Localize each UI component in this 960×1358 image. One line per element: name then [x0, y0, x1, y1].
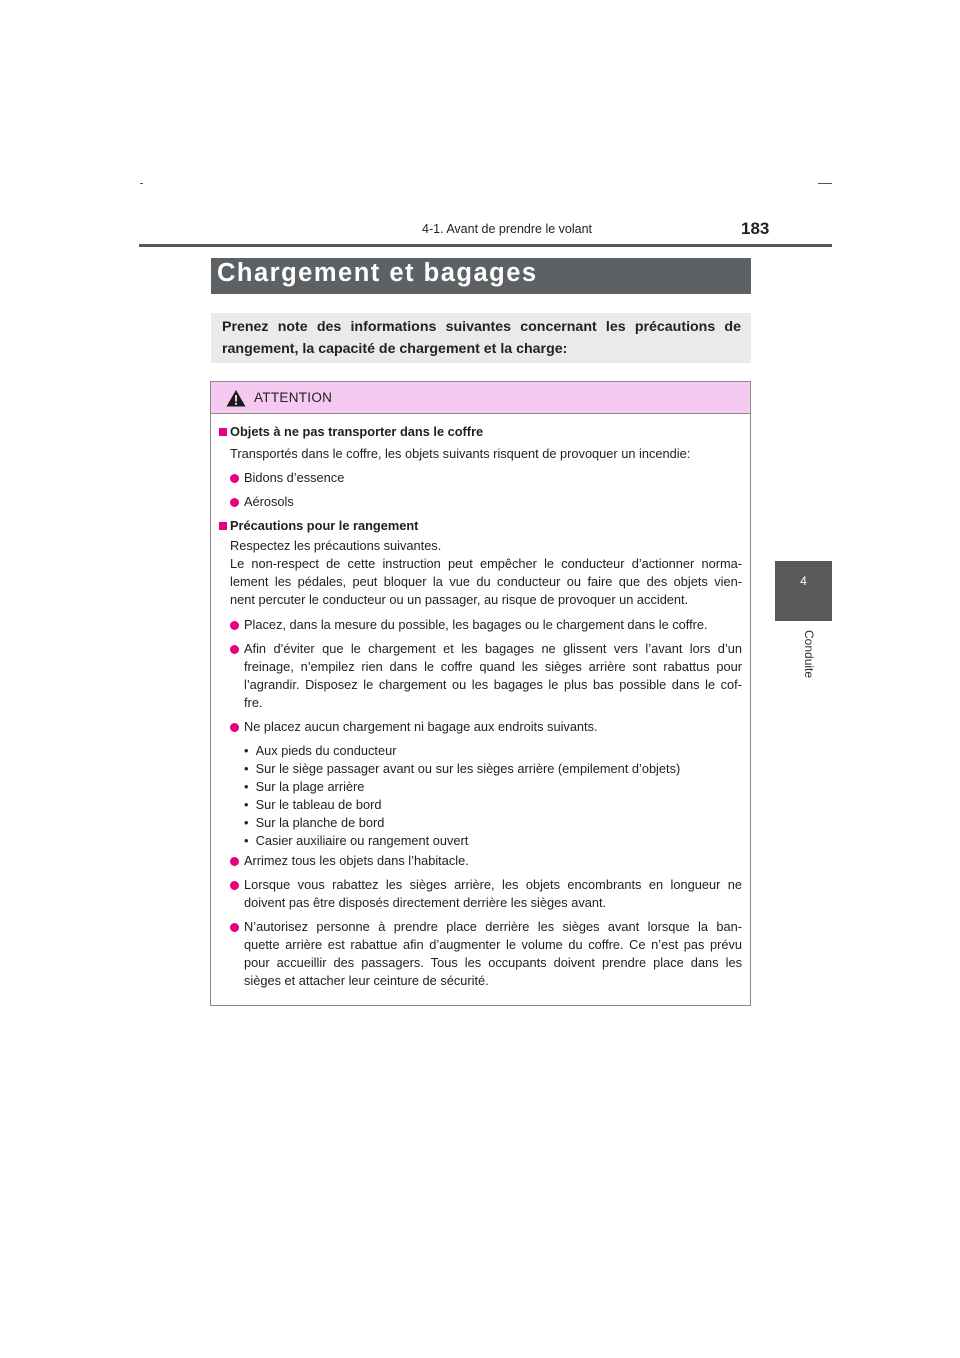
bullet-item: Ne placez aucun chargement ni bagage aux endroits suivants. — [244, 719, 598, 734]
bullet-item: l’agrandir. Disposez le chargement ou les bagages le plus bas possible dans le cof- — [244, 677, 742, 692]
section-heading: Précautions pour le rangement — [230, 518, 419, 533]
page-number: 183 — [741, 219, 770, 238]
sub-list-text: Aux pieds du conducteur — [255, 743, 397, 758]
section-text: nent percuter le conducteur ou un passager, au risque de provoquer un accident. — [230, 592, 689, 607]
bullet-dot-icon — [230, 498, 239, 507]
bullet-item: N’autorisez personne à prendre place derrière les sièges avant lorsque la ban- — [244, 919, 742, 934]
intro-box — [211, 313, 751, 363]
bullet-item: freinage, n’empilez rien dans le coffre quand les sièges arrière sont rabattus pour — [244, 659, 742, 674]
sub-list-item: • Sur la plage arrière — [244, 779, 365, 794]
bullet-dot-icon — [230, 645, 239, 654]
section-heading: Objets à ne pas transporter dans le coffre — [230, 424, 484, 439]
section-text: lement les pédales, peut bloquer la vue du conducteur ou faire que des objets vien- — [230, 574, 742, 589]
bullet-dot-icon — [230, 621, 239, 630]
page-title-bar — [211, 258, 751, 294]
intro-text: Prenez note des informations suivantes concernant les précautions de rangement, la capacité de chargement et la charge: — [222, 319, 741, 357]
sub-list-text: Casier auxiliaire ou rangement ouvert — [255, 833, 469, 848]
bullet-item: doivent pas être disposés directement derrière les sièges avant. — [244, 895, 607, 910]
sub-list-item: • Sur la planche de bord — [244, 815, 385, 830]
sub-list-item: • Casier auxiliaire ou rangement ouvert — [244, 833, 469, 848]
chapter-number: 4 — [800, 574, 807, 588]
sub-list-text: Sur la plage arrière — [255, 779, 365, 794]
bullet-dot-icon — [230, 857, 239, 866]
warning-header — [211, 382, 750, 414]
section-text: Transportés dans le coffre, les objets suivants risquent de provoquer un incendie: — [230, 446, 691, 461]
crop-mark-left — [140, 183, 143, 184]
section-text: Respectez les précautions suivantes. — [230, 538, 442, 553]
header-section-label: 4-1. Avant de prendre le volant — [422, 222, 593, 236]
bullet-item: quette arrière est rabattue afin d’augmenter le volume du coffre. Ce n’est pas prévu — [244, 937, 742, 952]
chapter-label: Conduite — [802, 630, 816, 679]
sub-list-text: Sur la planche de bord — [255, 815, 385, 830]
header-rule — [139, 244, 832, 247]
sub-list-text: Sur le tableau de bord — [255, 797, 382, 812]
bullet-item: Aérosols — [244, 494, 294, 509]
sub-list-text: Sur le siège passager avant ou sur les sièges arrière (empilement d’objets) — [255, 761, 681, 776]
warning-box — [210, 381, 751, 1006]
bullet-item: Placez, dans la mesure du possible, les bagages ou le chargement dans le coffre. — [244, 617, 708, 632]
section-text: Le non-respect de cette instruction peut empêcher le conducteur d’actionner norma- — [230, 556, 742, 571]
bullet-dot-icon — [230, 474, 239, 483]
section-square-icon — [219, 428, 227, 436]
sub-list-item: • Sur le siège passager avant ou sur les sièges arrière (empilement d’objets) — [244, 761, 681, 776]
crop-mark-right — [818, 183, 832, 184]
bullet-item: Arrimez tous les objets dans l’habitacle. — [244, 853, 469, 868]
bullet-dot-icon — [230, 881, 239, 890]
sub-list-item: • Aux pieds du conducteur — [244, 743, 397, 758]
bullet-dot-icon — [230, 923, 239, 932]
bullet-item: fre. — [244, 695, 263, 710]
warning-triangle-icon — [226, 389, 246, 407]
sub-list-item: • Sur le tableau de bord — [244, 797, 382, 812]
bullet-item: Lorsque vous rabattez les sièges arrière, les objets encombrants en longueur ne — [244, 877, 742, 892]
page-title: Chargement et bagages — [217, 259, 538, 287]
bullet-dot-icon — [230, 723, 239, 732]
chapter-tab[interactable] — [775, 561, 832, 621]
bullet-item: Bidons d’essence — [244, 470, 345, 485]
section-square-icon — [219, 522, 227, 530]
bullet-item: sièges et attacher leur ceinture de sécurité. — [244, 973, 489, 988]
bullet-item: Afin d’éviter que le chargement et les bagages ne glissent vers l’avant lors d’un — [244, 641, 742, 656]
warning-label: ATTENTION — [254, 390, 333, 405]
bullet-item: pour accueillir des passagers. Tous les occupants doivent prendre place dans les — [244, 955, 742, 970]
